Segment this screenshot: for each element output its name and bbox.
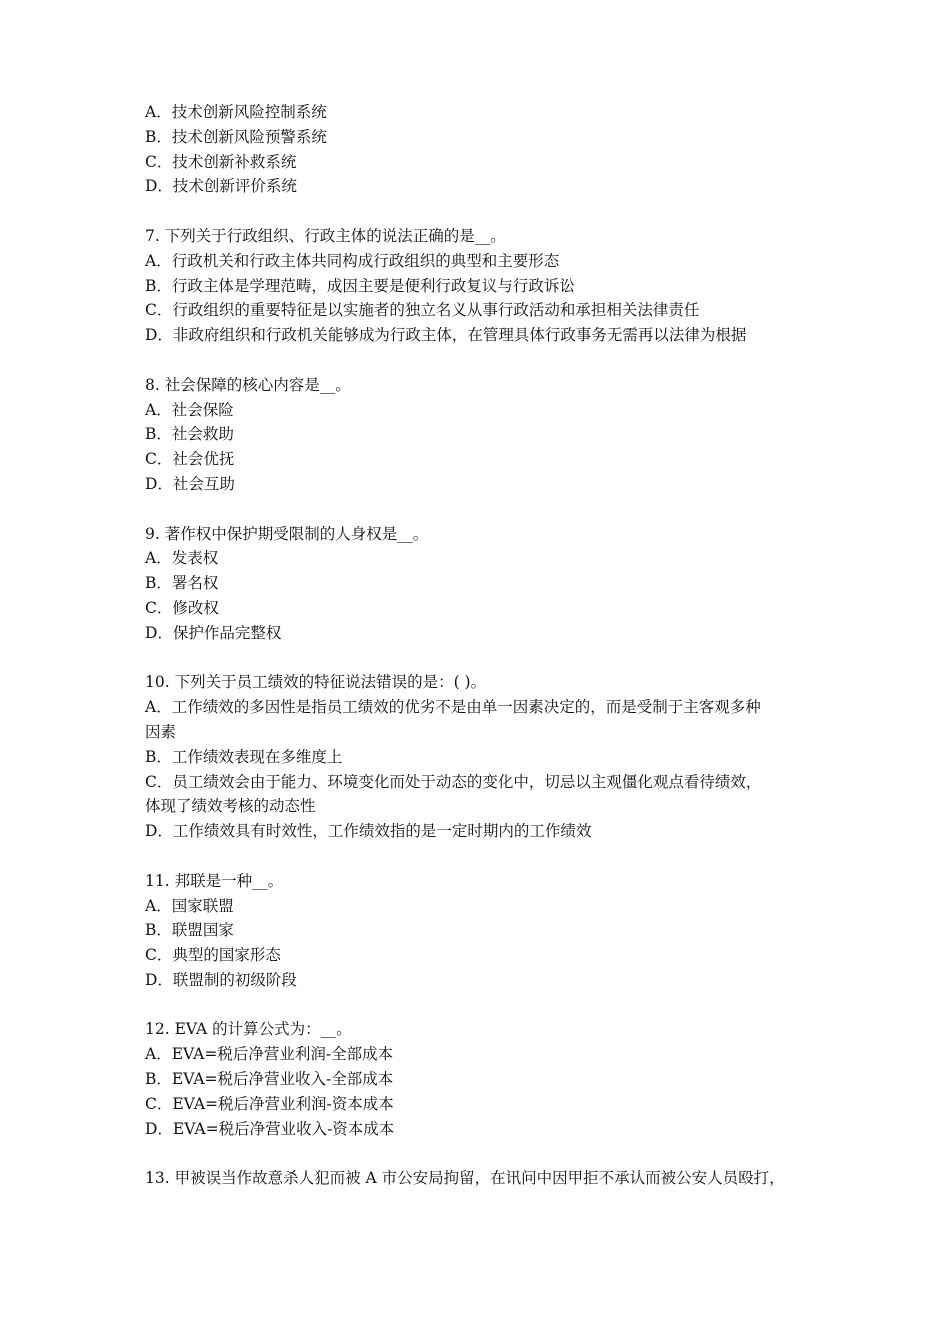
q8-option-a: A．社会保险 <box>145 400 234 419</box>
q6-option-c: C．技术创新补救系统 <box>145 152 297 171</box>
q10-option-a-cont: 因素 <box>145 722 177 741</box>
q9-option-c: C．修改权 <box>145 598 219 617</box>
q12-option-d: D．EVA=税后净营业收入-资本成本 <box>145 1119 395 1138</box>
q9-option-d: D．保护作品完整权 <box>145 623 282 642</box>
q7-stem: 7. 下列关于行政组织、行政主体的说法正确的是__。 <box>145 226 506 245</box>
q13-stem: 13. 甲被误当作故意杀人犯而被 A 市公安局拘留，在讯问中因甲拒不承认而被公安人员殴打， <box>145 1169 785 1188</box>
document-page <box>145 100 825 1191</box>
q10-option-c-cont: 体现了绩效考核的动态性 <box>145 797 316 816</box>
q8-stem: 8. 社会保障的核心内容是__。 <box>145 375 351 394</box>
q6-option-a: A．技术创新风险控制系统 <box>145 103 327 121</box>
q8-option-d: D．社会互助 <box>145 474 235 493</box>
q11-option-d: D．联盟制的初级阶段 <box>145 970 297 989</box>
q10-option-c: C．员工绩效会由于能力、环境变化而处于动态的变化中，切忌以主观僵化观点看待绩效， <box>145 772 762 791</box>
q12-option-b: B．EVA=税后净营业收入-全部成本 <box>145 1070 394 1089</box>
q6-option-b: B．技术创新风险预警系统 <box>145 127 327 146</box>
q11-stem: 11. 邦联是一种__。 <box>145 871 284 890</box>
q11-option-b: B．联盟国家 <box>145 921 234 940</box>
q8-option-c: C．社会优抚 <box>145 450 235 469</box>
q11-option-c: C．典型的国家形态 <box>145 946 281 965</box>
spacer <box>145 348 825 373</box>
q7-option-a: A．行政机关和行政主体共同构成行政组织的典型和主要形态 <box>145 251 560 270</box>
q9-option-b: B．署名权 <box>145 574 219 593</box>
q12-option-a: A．EVA=税后净营业利润-全部成本 <box>145 1045 394 1064</box>
q10-stem: 10. 下列关于员工绩效的特征说法错误的是：( )。 <box>145 673 487 692</box>
q8-option-b: B．社会救助 <box>145 425 234 444</box>
q9-stem: 9. 著作权中保护期受限制的人身权是__。 <box>145 524 429 543</box>
q7-option-c: C．行政组织的重要特征是以实施者的独立名义从事行政活动和承担相关法律责任 <box>145 301 700 320</box>
q9-option-a: A．发表权 <box>145 549 219 568</box>
q10-option-d: D．工作绩效具有时效性，工作绩效指的是一定时期内的工作绩效 <box>145 822 592 841</box>
q10-option-a: A．工作绩效的多因性是指员工绩效的优劣不是由单一因素决定的，而是受制于主客观多种 <box>145 698 761 717</box>
q12-stem: 12. EVA 的计算公式为：__。 <box>145 1020 352 1039</box>
q10-option-b: B．工作绩效表现在多维度上 <box>145 747 343 766</box>
q6-option-d: D．技术创新评价系统 <box>145 177 297 196</box>
spacer <box>145 844 825 869</box>
q7-option-b: B．行政主体是学理范畴，成因主要是便利行政复议与行政诉讼 <box>145 276 575 295</box>
q12-option-c: C．EVA=税后净营业利润-资本成本 <box>145 1094 394 1113</box>
spacer <box>145 646 825 671</box>
spacer <box>145 993 825 1018</box>
spacer <box>145 497 825 522</box>
spacer <box>145 1141 825 1166</box>
spacer <box>145 199 825 224</box>
q7-option-d: D．非政府组织和行政机关能够成为行政主体，在管理具体行政事务无需再以法律为根据 <box>145 326 747 345</box>
q11-option-a: A．国家联盟 <box>145 896 234 915</box>
